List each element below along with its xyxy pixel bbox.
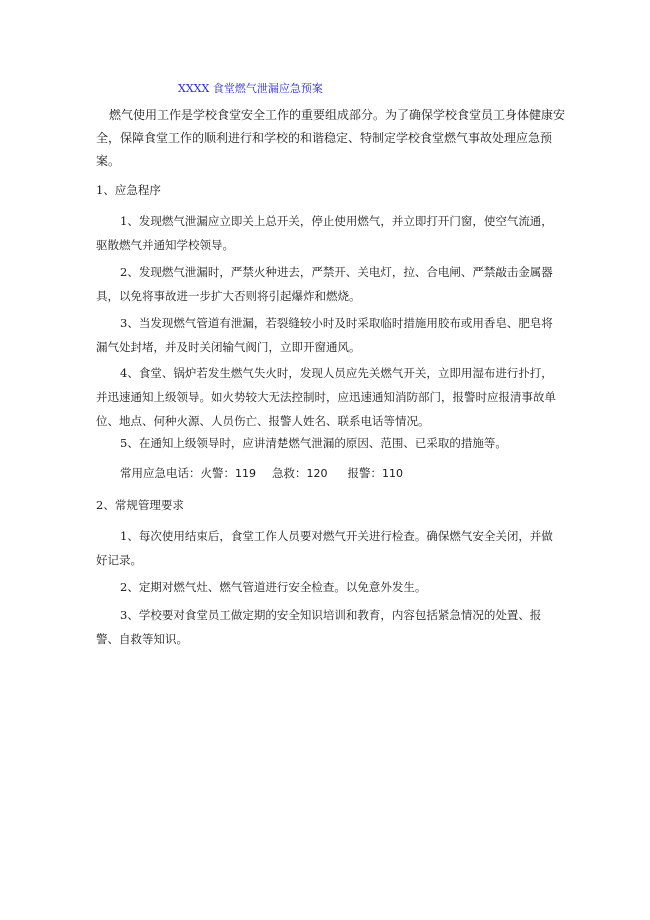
management-item: 2、定期对燃气灶、燃气管道进行安全检查。以免意外发生。 <box>120 580 427 594</box>
section-heading-routine-management: 2、常规管理要求 <box>96 498 184 512</box>
document-title: XXXX 食堂燃气泄漏应急预案 <box>178 82 323 95</box>
procedure-item: 2、发现燃气泄漏时，严禁火种进去，严禁开、关电灯，拉、合电闸、严禁敲击金属器具，以免将事故进一步扩大否则将引起爆炸和燃烧。 <box>96 265 553 303</box>
procedure-item: 1、发现燃气泄漏应立即关上总开关，停止使用燃气，并立即打开门窗，使空气流通，驱散燃气并通知学校领导。 <box>96 214 553 252</box>
management-item: 3、学校要对食堂员工做定期的安全知识培训和教育，内容包括紧急情况的处置、报警、自救等知识。 <box>96 608 542 646</box>
emergency-phone-line <box>120 465 403 481</box>
section-heading-emergency-procedure: 1、应急程序 <box>96 183 161 197</box>
management-item: 1、每次使用结束后，食堂工作人员要对燃气开关进行检查。确保燃气安全关闭，并做好记录。 <box>96 529 553 567</box>
procedure-item: 4、食堂、锅炉若发生燃气失火时，发现人员应先关燃气开关，立即用湿布进行扑打，并迅速通知上级领导。如火势较大无法控制时，应迅速通知消防部门，报警时应报清事故单位、地点、何种火源、人员伤亡、报警人姓名、联系电话等情况。 <box>96 366 556 428</box>
fire-number: 119 <box>235 467 256 480</box>
procedure-item: 3、当发现燃气管道有泄漏，若裂缝较小时及时采取临时措施用胶布或用香皂、肥皂将漏气处封堵，并及时关闭输气阀门，立即开窗通风。 <box>96 316 553 354</box>
phone-label: 常用应急电话： <box>120 466 201 480</box>
ambulance-label: 急救： <box>272 466 307 480</box>
fire-label: 火警： <box>200 466 235 480</box>
ambulance-number: 120 <box>306 467 328 480</box>
police-label: 报警： <box>347 466 382 480</box>
procedure-item: 5、在通知上级领导时，应讲清楚燃气泄漏的原因、范围、已采取的措施等。 <box>120 436 507 450</box>
police-number: 110 <box>382 467 403 480</box>
intro-paragraph: 燃气使用工作是学校食堂安全工作的重要组成部分。为了确保学校食堂员工身体健康安全，保障食堂工作的顺利进行和学校的和谐稳定、特制定学校食堂燃气事故处理应急预案。 <box>96 108 566 168</box>
